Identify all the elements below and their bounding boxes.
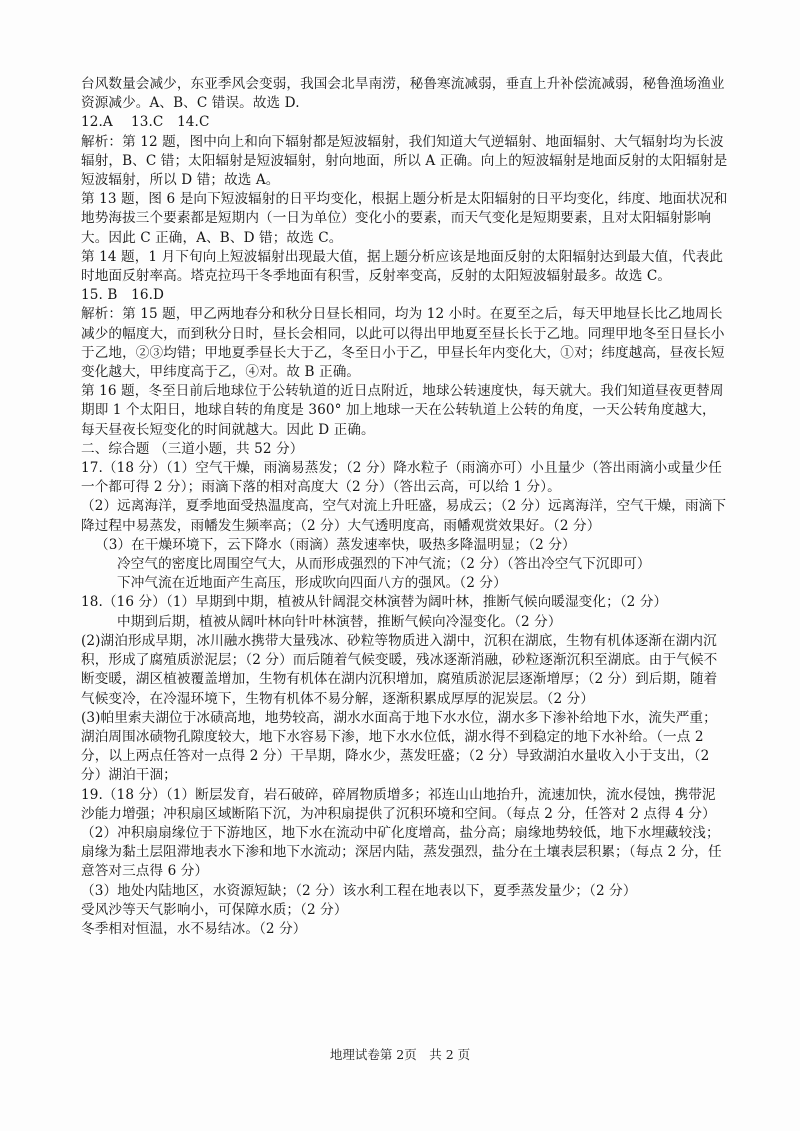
text-line: (2)湖泊形成早期，冰川融水携带大量残冰、砂粒等物质进入湖中，沉积在湖底，生物有机体逐渐在湖内沉积，形成了腐殖质淤泥层；（2 分）而后随着气候变暖，残冰逐渐消融，砂粒逐渐沉积至湖底。由于气候不断变暖，湖区植被覆盖增加，生物有机体在湖内沉积增加，腐殖质淤泥层逐渐增厚；（2 分）到后期，随着气候变冷，在冷湿环境下，生物有机体不易分解，逐渐积累成厚厚的泥炭层。（2 分） [81,632,718,707]
section-heading: 二、综合题 （三道小题，共 52 分） [81,440,304,457]
text-line: 18.（16 分）（1）早期到中期，植被从针阔混交林演替为阔叶林，推断气候向暖湿变化；（2 分） [81,594,668,611]
text-line: 受风沙等天气影响小，可保障水质；（2 分） [81,901,348,918]
answer-key-body [81,75,729,939]
answer-line: 12.A 13.C 14.C [81,114,210,131]
text-line: 下冲气流在近地面产生高压，形成吹向四面八方的强风。（2 分） [117,575,507,592]
text-line: 台风数量会减少，东亚季风会变弱，我国会北旱南涝，秘鲁寒流减弱，垂直上升补偿流减弱，秘鲁渔场渔业资源减少。A、B、C 错误。故选 D. [81,76,725,112]
text-line: （2）冲积扇扇缘位于下游地区，地下水在流动中矿化度增高，盐分高；扇缘地势较低，地下水埋藏较浅；扇缘为黏土层阻滞地表水下渗和地下水流动；深居内陆，蒸发强烈，盐分在土壤表层积累；（每点 2 分，任意答对三点得 6 分） [81,824,722,880]
text-line: 第 13 题，图 6 是向下短波辐射的日平均变化，根据上题分析是太阳辐射的日平均变化，纬度、地面状况和地势海拔三个要素都是短期内（一日为单位）变化小的要素，而天气变化是短期要素，且对太阳辐射影响大。因此 C 正确，A、B、D 错；故选 C。 [81,191,728,246]
text-line: 冷空气的密度比周围空气大，从而形成强烈的下冲气流；（2 分）（答出冷空气下沉即可） [117,556,651,573]
text-line: （2）远离海洋，夏季地面受热温度高，空气对流上升旺盛，易成云；（2 分）远离海洋，空气干燥，雨滴下降过程中易蒸发，雨幡发生频率高；（2 分）大气透明度高，雨幡观赏效果好。（2 分） [81,498,727,534]
text-line: 第 14 题，1 月下旬向上短波辐射出现最大值，据上题分析应该是地面反射的太阳辐射达到最大值，代表此时地面反射率高。塔克拉玛干冬季地面有积雪，反射率变高，反射的太阳短波辐射最多。故选 C。 [81,248,724,285]
text-line: 17.（18 分）（1）空气干燥，雨滴易蒸发；（2 分）降水粒子（雨滴亦可）小且量少（答出雨滴小或量少任一个都可得 2 分）；雨滴下落的相对高度大（2 分）（答出云高，可以给 1 分）。 [81,460,722,496]
text-line: 第 16 题，冬至日前后地球位于公转轨道的近日点附近，地球公转速度快，每天就大。我们知道昼夜更替周期即 1 个太阳日，地球自转的角度是 360° 加上地球一天在公转轨道上公转的角度，一天公转角度越大，每天昼夜长短变化的时间就越大。因此 D 正确。 [81,383,724,438]
page-footer: 地理试卷第 2页 共 2 页 [329,1047,471,1062]
text-line: 冬季相对恒温，水不易结冰。（2 分） [81,920,307,937]
text-line: （3）地处内陆地区，水资源短缺；（2 分）该水利工程在地表以下，夏季蒸发量少；（2 分） [81,882,637,899]
text-line: （3）在干燥环境下，云下降水（雨滴）蒸发速率快，吸热多降温明显；（2 分） [95,536,576,553]
text-line: 解析：第 15 题，甲乙两地春分和秋分日昼长相同，均为 12 小时。在夏至之后，每天甲地昼长比乙地周长减少的幅度大，而到秋分日时，昼长会相同，以此可以得出甲地夏至昼长长于乙地。同理甲地冬至日昼长小于乙地，②③均错；甲地夏季昼长大于乙，冬至日小于乙，甲昼长年内变化大，①对；纬度越高，昼夜长短变化越大，甲纬度高于乙，④对。故 B 正确。 [81,306,725,381]
answer-line: 15. B 16.D [81,287,165,304]
text-line: (3)帕里索夫湖位于冰碛高地，地势较高，湖水水面高于地下水水位，湖水多下渗补给地下水，流失严重；湖泊周围冰碛物孔隙度较大，地下水容易下渗，地下水水位低，湖水得不到稳定的地下水补给。（一点 2 分，以上两点任答对一点得 2 分）干旱期，降水少，蒸发旺盛；（2 分）导致湖泊水量收入小于支出，（2 分）湖泊干涸； [81,709,717,784]
text-line: 19.（18 分）（1）断层发育，岩石破碎，碎屑物质增多；祁连山山地抬升，流速加快，流水侵蚀，携带泥沙能力增强；冲积扇区域断陷下沉，为冲积扇提供了沉积环境和空间。（每点 2 分，任答对 2 点得 4 分） [81,786,716,822]
text-line: 中期到后期，植被从阔叶林向针叶林演替，推断气候向冷湿变化。（2 分） [117,613,562,630]
text-line: 解析：第 12 题，图中向上和向下辐射都是短波辐射，我们知道大气逆辐射、地面辐射、大气辐射均为长波辐射，B、C 错；太阳辐射是短波辐射，射向地面，所以 A 正确。向上的短波辐射是地面反射的太阳辐射是短波辐射，所以 D 错；故选 A。 [81,133,728,189]
